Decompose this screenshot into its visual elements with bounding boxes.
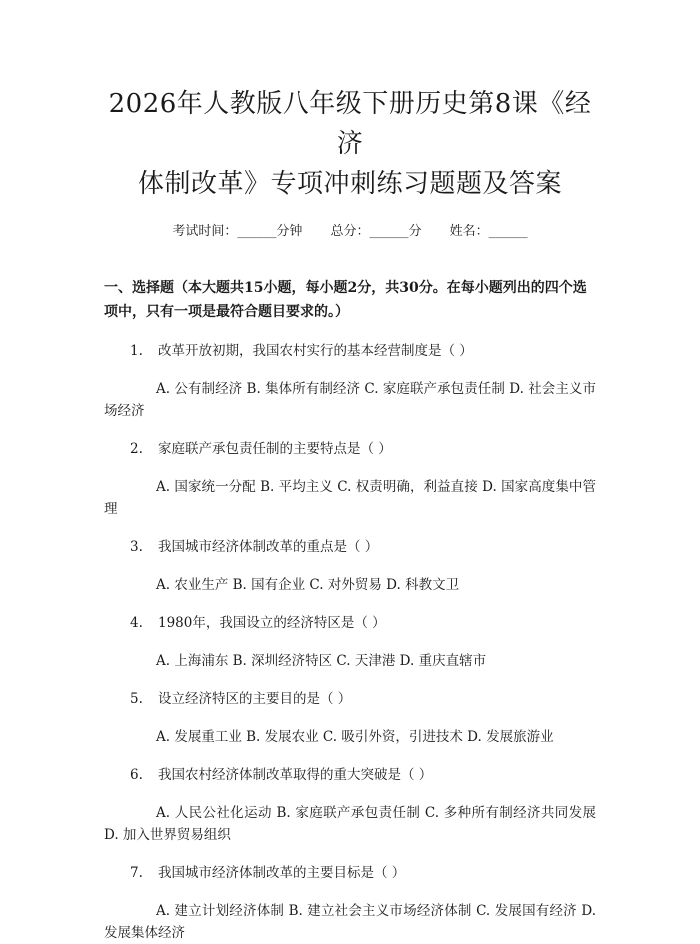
question-text: 我国农村经济体制改革取得的重大突破是（ ） bbox=[158, 767, 433, 783]
question bbox=[104, 764, 596, 786]
question-options: A. 国家统一分配 B. 平均主义 C. 权责明确，利益直接 D. 国家高度集中管理 bbox=[104, 479, 596, 517]
question bbox=[104, 438, 596, 460]
question-block bbox=[104, 862, 596, 944]
question-text: 家庭联产承包责任制的主要特点是（ ） bbox=[158, 441, 392, 457]
question-block bbox=[104, 764, 596, 846]
exam-time: 考试时间：______分钟 bbox=[172, 224, 303, 239]
document-title bbox=[104, 84, 596, 204]
question-options: A. 上海浦东 B. 深圳经济特区 C. 天津港 D. 重庆直辖市 bbox=[156, 653, 487, 669]
question-text: 设立经济特区的主要目的是（ ） bbox=[158, 691, 352, 707]
title-line-1: 2026年人教版八年级下册历史第8课《经济 bbox=[108, 89, 592, 159]
question-number: 7. bbox=[130, 865, 143, 881]
question-options: A. 人民公社化运动 B. 家庭联产承包责任制 C. 多种所有制经济共同发展 D. 加入世界贸易组织 bbox=[104, 805, 596, 843]
question-block bbox=[104, 438, 596, 520]
question bbox=[104, 862, 596, 884]
question-text: 我国城市经济体制改革的重点是（ ） bbox=[158, 539, 379, 555]
question-block bbox=[104, 612, 596, 672]
student-name: 姓名：______ bbox=[449, 224, 528, 239]
exam-info bbox=[104, 222, 596, 242]
question bbox=[104, 612, 596, 634]
question bbox=[104, 536, 596, 558]
question-number: 4. bbox=[130, 615, 143, 631]
question-text: 1980年，我国设立的经济特区是（ ） bbox=[158, 615, 386, 631]
question-block bbox=[104, 688, 596, 748]
question-list bbox=[104, 340, 596, 944]
question-text: 改革开放初期，我国农村实行的基本经营制度是（ ） bbox=[158, 343, 473, 359]
question-number: 6. bbox=[130, 767, 143, 783]
question-options: A. 农业生产 B. 国有企业 C. 对外贸易 D. 科教文卫 bbox=[156, 577, 460, 593]
question-number: 1. bbox=[130, 343, 143, 359]
question-number: 2. bbox=[130, 441, 143, 457]
question-number: 3. bbox=[130, 539, 143, 555]
question bbox=[104, 688, 596, 710]
question-options: A. 建立计划经济体制 B. 建立社会主义市场经济体制 C. 发展国有经济 D. 发展集体经济 bbox=[104, 903, 596, 941]
question-number: 5. bbox=[130, 691, 143, 707]
question-text: 我国城市经济体制改革的主要目标是（ ） bbox=[158, 865, 406, 881]
question-options: A. 公有制经济 B. 集体所有制经济 C. 家庭联产承包责任制 D. 社会主义市场经济 bbox=[104, 381, 596, 419]
section-heading: 一、选择题（本大题共15小题，每小题2分，共30分。在每小题列出的四个选项中，只有一项是最符合题目要求的。） bbox=[104, 280, 587, 320]
question-block bbox=[104, 536, 596, 596]
title-line-2: 体制改革》专项冲刺练习题题及答案 bbox=[137, 169, 562, 199]
question-block bbox=[104, 340, 596, 422]
total-score: 总分：______分 bbox=[330, 224, 422, 239]
question-options: A. 发展重工业 B. 发展农业 C. 吸引外资，引进技术 D. 发展旅游业 bbox=[156, 729, 554, 745]
question bbox=[104, 340, 596, 362]
